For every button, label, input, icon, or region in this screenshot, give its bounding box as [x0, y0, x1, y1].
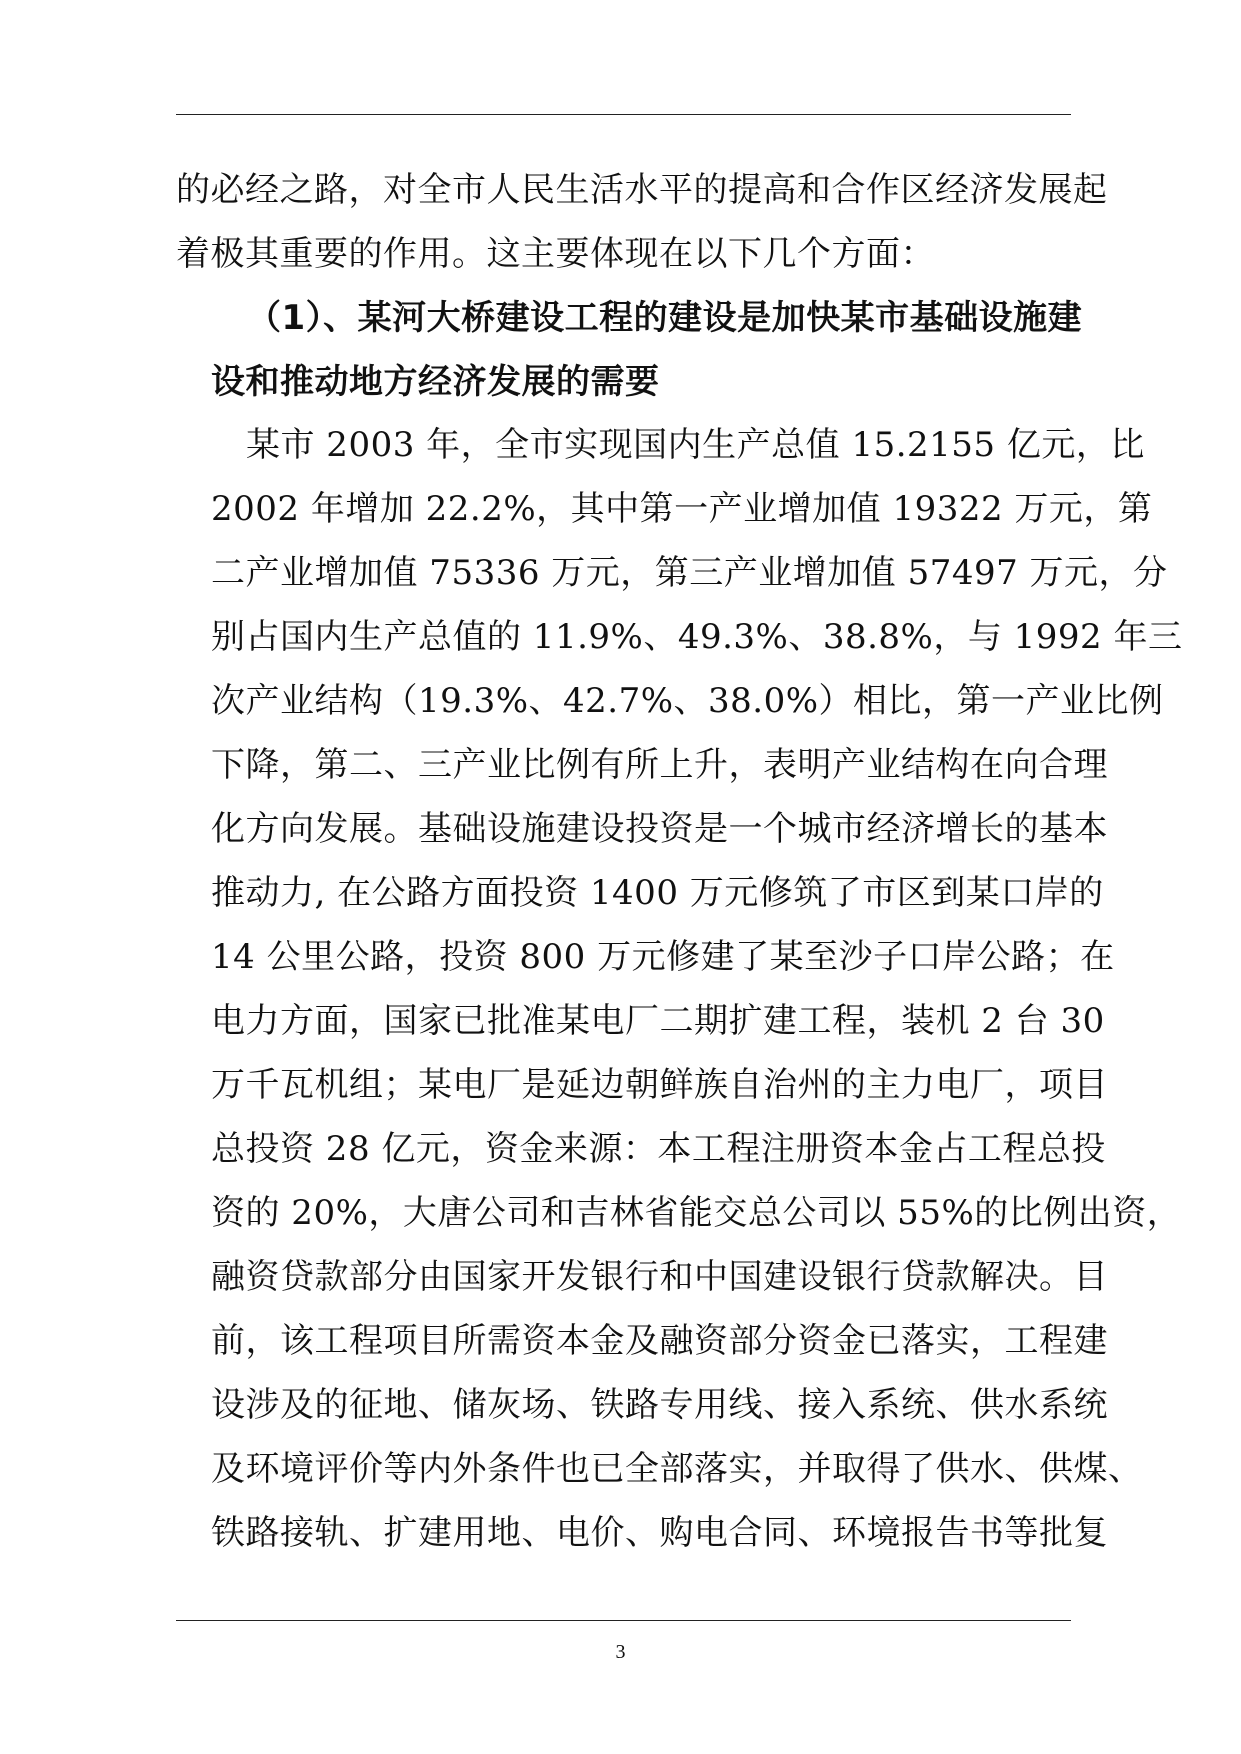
footer-rule	[176, 1620, 1071, 1621]
text-line: 2002 年增加 22.2%，其中第一产业增加值 19322 万元，第	[211, 489, 1153, 529]
text-line: 总投资 28 亿元，资金来源：本工程注册资本金占工程总投	[211, 1129, 1106, 1169]
text-line: 万千瓦机组；某电厂是延边朝鲜族自治州的主力电厂，项目	[211, 1065, 1108, 1105]
page-number: 3	[615, 1641, 626, 1663]
text-line: 铁路接轨、扩建用地、电价、购电合同、环境报告书等批复	[211, 1513, 1108, 1553]
text-line: 化方向发展。基础设施建设投资是一个城市经济增长的基本	[211, 809, 1108, 849]
text-line: 14 公里公路，投资 800 万元修建了某至沙子口岸公路；在	[211, 937, 1115, 977]
text-line: 电力方面，国家已批准某电厂二期扩建工程，装机 2 台 30	[211, 1001, 1105, 1041]
text-line: 设涉及的征地、储灰场、铁路专用线、接入系统、供水系统	[211, 1385, 1108, 1425]
text-line: 推动力, 在公路方面投资 1400 万元修筑了市区到某口岸的	[211, 873, 1104, 913]
text-line: 的必经之路，对全市人民生活水平的提高和合作区经济发展起	[176, 170, 1108, 210]
text-line: 下降，第二、三产业比例有所上升，表明产业结构在向合理	[211, 745, 1108, 785]
text-line: 融资贷款部分由国家开发银行和中国建设银行贷款解决。目	[211, 1257, 1108, 1297]
section-heading: （1）、某河大桥建设工程的建设是加快某市基础设施建	[247, 298, 1083, 338]
text-line: 别占国内生产总值的 11.9%、49.3%、38.8%，与 1992 年三	[211, 617, 1183, 657]
text-line: 及环境评价等内外条件也已全部落实，并取得了供水、供煤、	[211, 1449, 1143, 1489]
text-line: 资的 20%，大唐公司和吉林省能交总公司以 55%的比例出资，	[211, 1193, 1182, 1233]
text-line: 前，该工程项目所需资本金及融资部分资金已落实，工程建	[211, 1321, 1108, 1361]
text-line: 某市 2003 年，全市实现国内生产总值 15.2155 亿元，比	[246, 425, 1145, 465]
text-line: 次产业结构（19.3%、42.7%、38.0%）相比，第一产业比例	[211, 681, 1164, 721]
section-heading-continued: 设和推动地方经济发展的需要	[211, 362, 660, 402]
text-line: 着极其重要的作用。这主要体现在以下几个方面：	[176, 234, 935, 274]
header-rule	[176, 114, 1071, 115]
text-line: 二产业增加值 75336 万元，第三产业增加值 57497 万元，分	[211, 553, 1168, 593]
